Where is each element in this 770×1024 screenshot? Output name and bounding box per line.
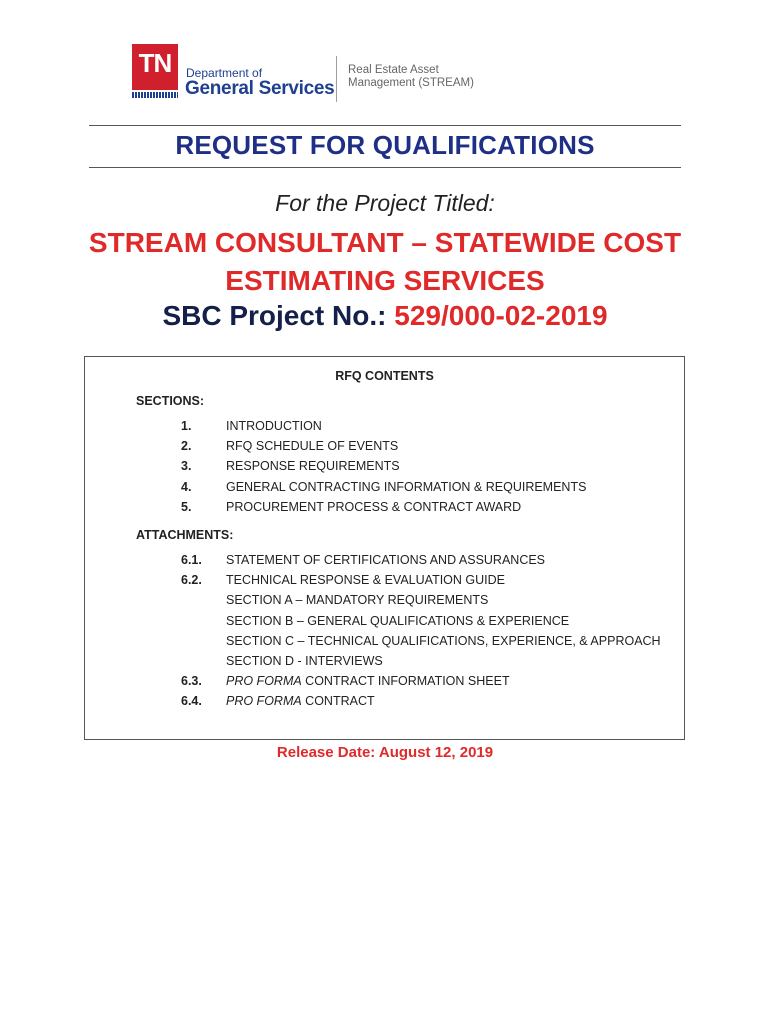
sections-label: SECTIONS:	[136, 394, 205, 408]
attachment-item	[85, 553, 684, 573]
project-title-line1: STREAM CONSULTANT – STATEWIDE COST	[88, 227, 682, 258]
attachment-item	[85, 573, 684, 593]
section-item	[85, 459, 684, 479]
stream-label	[348, 64, 488, 90]
sbc-label: SBC Project No.:	[162, 300, 395, 331]
section-item-number: 5.	[181, 499, 192, 514]
contents-title: RFQ CONTENTS	[335, 369, 434, 383]
section-item	[85, 439, 684, 459]
attachment-item-italic: PRO FORMA	[226, 694, 302, 709]
sbc-project-number	[0, 300, 770, 332]
attachment-item-number: 6.4.	[181, 694, 202, 709]
section-item-text: RFQ SCHEDULE OF EVENTS	[226, 439, 399, 454]
project-title	[60, 224, 710, 300]
attachment-item-text: TECHNICAL RESPONSE & EVALUATION GUIDE	[226, 573, 505, 588]
for-project-label: For the Project Titled:	[275, 190, 495, 216]
tn-badge-stripe	[132, 92, 178, 98]
attachment-item-number: 6.3.	[181, 674, 202, 689]
section-item	[85, 419, 684, 439]
attachment-item	[85, 614, 684, 634]
attachment-item-number: 6.1.	[181, 553, 202, 567]
attachment-item-text: PRO FORMA CONTRACT INFORMATION SHEET	[226, 674, 510, 689]
bottom-rule	[89, 167, 681, 168]
attachment-item	[85, 654, 684, 674]
attachment-item-text: SECTION D - INTERVIEWS	[226, 654, 383, 668]
section-item	[85, 500, 684, 520]
section-item-text: INTRODUCTION	[226, 419, 322, 433]
attachment-item-text: STATEMENT OF CERTIFICATIONS AND ASSURANCES	[226, 553, 546, 567]
stream-line2: Management (STREAM)	[348, 77, 474, 89]
attachment-item-number: 6.2.	[181, 573, 202, 588]
attachment-item	[85, 674, 684, 694]
project-title-line2: ESTIMATING SERVICES	[225, 265, 545, 296]
section-item-number: 4.	[181, 479, 192, 494]
document-heading: REQUEST FOR QUALIFICATIONS	[175, 130, 595, 160]
dept-line2: General Services	[185, 78, 335, 99]
sbc-number: 529/000-02-2019	[394, 300, 608, 331]
logo-divider	[336, 56, 337, 102]
section-item-number: 3.	[181, 459, 192, 474]
section-item-text: GENERAL CONTRACTING INFORMATION & REQUIREMENTS	[226, 479, 587, 494]
attachment-item-text: SECTION C – TECHNICAL QUALIFICATIONS, EXPERIENCE, & APPROACH	[226, 633, 661, 648]
attachment-item-italic: PRO FORMA	[226, 674, 302, 689]
top-rule	[89, 125, 681, 126]
tn-dgs-logo	[132, 44, 492, 102]
attachment-item-text: PRO FORMA CONTRACT	[226, 694, 375, 709]
section-item	[85, 480, 684, 500]
rfq-contents-box	[84, 356, 685, 740]
attachment-item-text: SECTION B – GENERAL QUALIFICATIONS & EXPERIENCE	[226, 613, 570, 628]
section-item-text: RESPONSE REQUIREMENTS	[226, 459, 400, 474]
section-item-number: 2.	[181, 439, 192, 454]
tn-badge: TN	[132, 44, 178, 90]
attachment-item-text: SECTION A – MANDATORY REQUIREMENTS	[226, 593, 489, 608]
section-item-number: 1.	[181, 419, 192, 433]
attachment-item	[85, 634, 684, 654]
release-date: Release Date: August 12, 2019	[276, 744, 494, 761]
dept-line1: Department of	[186, 66, 263, 80]
attachment-item	[85, 694, 684, 714]
section-item-text: PROCUREMENT PROCESS & CONTRACT AWARD	[226, 499, 522, 514]
stream-line1: Real Estate Asset	[348, 64, 439, 76]
attachments-label: ATTACHMENTS:	[136, 528, 234, 542]
attachment-item	[85, 593, 684, 613]
